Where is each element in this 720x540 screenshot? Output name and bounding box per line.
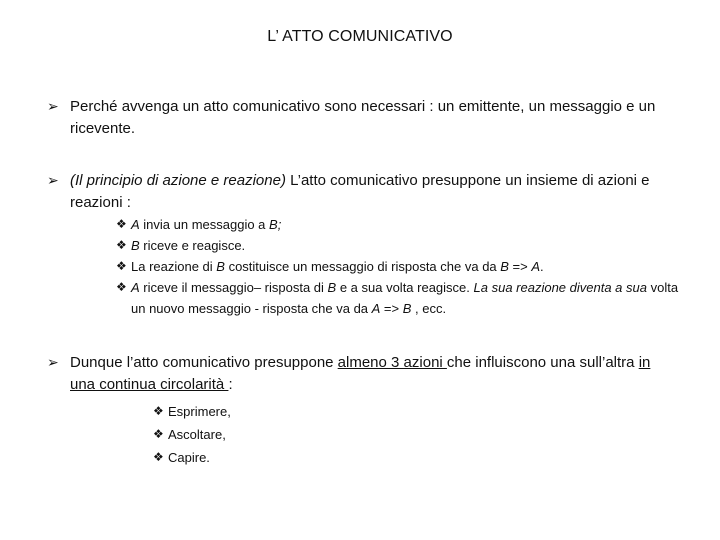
diamond-bullet-icon: ❖ (116, 259, 127, 273)
list-item (116, 277, 686, 319)
action-label: Capire. (168, 450, 210, 465)
item-text: e a sua volta reagisce. (336, 280, 474, 295)
bullet-point-3 (47, 352, 677, 396)
diamond-bullet-icon: ❖ (153, 427, 164, 441)
diamond-bullet-icon: ❖ (153, 450, 164, 464)
slide-title: L’ ATTO COMUNICATIVO (267, 28, 453, 45)
item-term: B (216, 259, 225, 274)
item-term: A (371, 301, 381, 316)
item-text: invia un messaggio a (139, 217, 270, 232)
list-item (153, 400, 403, 423)
diamond-bullet-icon: ❖ (116, 238, 127, 252)
item-term: A (131, 280, 140, 295)
arrow-bullet-icon: ➢ (47, 173, 59, 189)
point-1-text: Perché avvenga un atto comunicativo sono necessari : un emittente, un messaggio e un ricevente. (70, 98, 656, 137)
item-text: , ecc. (411, 301, 447, 316)
list-item (153, 423, 403, 446)
list-item (116, 256, 686, 277)
diamond-bullet-icon: ❖ (116, 217, 127, 231)
three-actions-sublist (153, 400, 403, 469)
point-3-segment: Dunque l’atto comunicativo presuppone (70, 354, 338, 371)
list-item (116, 235, 686, 256)
item-term: A (531, 259, 541, 274)
point-2-text (70, 170, 677, 214)
list-item (153, 446, 403, 469)
item-term: La sua reazione diventa a sua (473, 280, 647, 295)
arrow-bullet-icon: ➢ (47, 355, 59, 371)
point-3-text (70, 352, 677, 396)
bullet-point-2 (47, 170, 677, 214)
diamond-bullet-icon: ❖ (116, 280, 127, 294)
action-label: Esprimere, (168, 404, 231, 419)
item-text: => (508, 259, 532, 274)
arrow-bullet-icon: ➢ (47, 99, 59, 115)
item-term: B (327, 280, 337, 295)
item-text: riceve il messaggio– risposta di (139, 280, 328, 295)
point-2-body: L’atto comunicativo presuppone un insieme di azioni e reazioni : (70, 172, 650, 211)
item-text: . (540, 259, 544, 274)
point-3-segment: che influiscono una sull’altra (446, 354, 639, 371)
point-3-underlined: in una continua circolarità (70, 354, 651, 393)
list-item (116, 214, 686, 235)
item-text: riceve e reagisce. (139, 238, 246, 253)
item-text: => (380, 301, 403, 316)
item-term: B (500, 259, 509, 274)
point-3-segment: : (228, 376, 233, 393)
item-text: La reazione di (131, 259, 217, 274)
item-text: volta un nuovo messaggio - risposta che va da (131, 280, 679, 316)
item-term: B (131, 238, 140, 253)
item-term: B (402, 301, 412, 316)
item-term: A (131, 217, 140, 232)
item-term: B; (269, 217, 282, 232)
bullet-point-1 (47, 96, 677, 140)
diamond-bullet-icon: ❖ (153, 404, 164, 418)
action-label: Ascoltare, (168, 427, 226, 442)
actions-sublist (116, 214, 686, 319)
principle-heading: (Il principio di azione e reazione) (70, 172, 286, 189)
point-3-underlined: almeno 3 azioni (337, 354, 447, 371)
item-text: costituisce un messaggio di risposta che va da (224, 259, 501, 274)
